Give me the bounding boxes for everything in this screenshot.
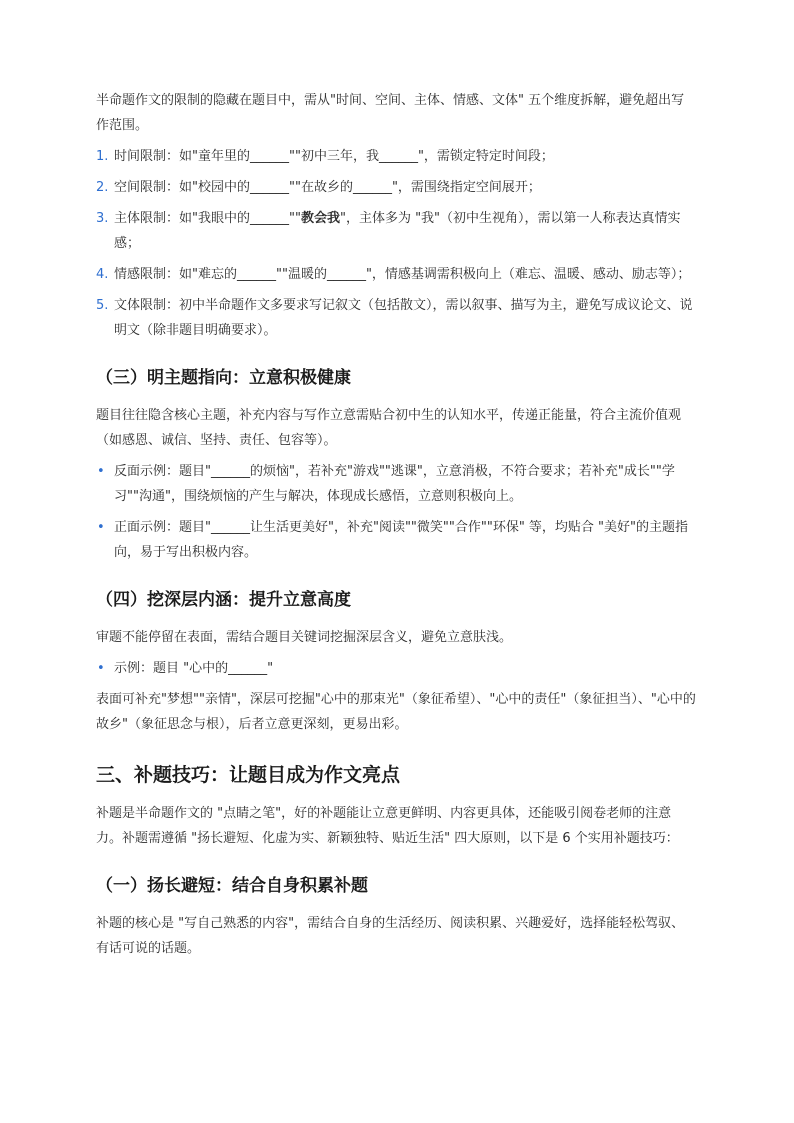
- list-number: 3.: [96, 211, 109, 226]
- section-paragraph: 审题不能停留在表面，需结合题目关键词挖掘深层含义，避免立意肤浅。: [96, 630, 513, 645]
- list-item: [96, 144, 696, 169]
- section-heading: （一）扬长避短：结合自身积累补题: [96, 876, 368, 896]
- list-item-text: 空间限制：如"校园中的______""在故乡的______"，需围绕指定空间展开；: [114, 180, 541, 195]
- list-item-text: 正面示例：题目"______让生活更美好"，补充"阅读""微笑""合作""环保" 等，均贴合 "美好"的主题指向，易于写出积极内容。: [114, 520, 689, 560]
- document-page: [96, 88, 696, 961]
- list-item: [96, 262, 696, 287]
- list-number: 4.: [96, 267, 109, 282]
- list-item: [96, 515, 696, 565]
- section-paragraph: 表面可补充"梦想""亲情"，深层可挖掘"心中的那束光"（象征希望）、"心中的责任"（象征担当）、"心中的故乡"（象征思念与根），后者立意更深刻，更易出彩。: [96, 692, 696, 732]
- list-item-text: 情感限制：如"难忘的______""温暖的______"，情感基调需积极向上（难忘、温暖、感动、励志等）；: [114, 267, 691, 282]
- part-heading: 三、补题技巧：让题目成为作文亮点: [96, 764, 401, 786]
- list-item: [96, 459, 696, 509]
- intro-paragraph: 半命题作文的限制的隐藏在题目中，需从"时间、空间、主体、情感、文体" 五个维度拆解，避免超出写作范围。: [96, 93, 685, 133]
- list-item-text: "，主体多为 "我"（初中生视角），需以第一人称表达真情实感；: [114, 211, 681, 251]
- list-item-text: 时间限制：如"童年里的______""初中三年，我______"，需锁定特定时间段；: [114, 149, 554, 164]
- list-number: 5.: [96, 298, 109, 313]
- section-paragraph: 题目往往隐含核心主题，补充内容与写作立意需贴合初中生的认知水平，传递正能量，符合主流价值观（如感恩、诚信、坚持、责任、包容等）。: [96, 408, 682, 448]
- list-item: [96, 293, 696, 343]
- limits-list: [96, 144, 696, 343]
- examples-list: [96, 459, 696, 565]
- section-heading: （四）挖深层内涵：提升立意高度: [96, 590, 351, 610]
- list-item: [96, 656, 696, 681]
- list-item-text: 反面示例：题目"______的烦恼"，若补充"游戏""逃课"，立意消极，不符合要求；若补充"成长""学习""沟通"，围绕烦恼的产生与解决，体现成长感悟，立意则积极向上。: [114, 464, 675, 504]
- list-item-text: 文体限制：初中半命题作文多要求写记叙文（包括散文），需以叙事、描写为主，避免写成议论文、说明文（除非题目明确要求）。: [114, 298, 693, 338]
- list-item: [96, 175, 696, 200]
- bullet-icon: •: [97, 661, 105, 676]
- list-number: 2.: [96, 180, 109, 195]
- bullet-icon: •: [97, 520, 105, 535]
- list-number: 1.: [96, 149, 109, 164]
- part-paragraph: 补题是半命题作文的 "点睛之笔"，好的补题能让立意更鲜明、内容更具体，还能吸引阅卷老师的注意力。补题需遵循 "扬长避短、化虚为实、新颖独特、贴近生活" 四大原则，以下是 6 个实用补题技巧：: [96, 806, 679, 846]
- bullet-icon: •: [97, 464, 105, 479]
- section-paragraph: 补题的核心是 "写自己熟悉的内容"，需结合自身的生活经历、阅读积累、兴趣爱好，选择能轻松驾驭、有话可说的话题。: [96, 916, 685, 956]
- list-item: [96, 206, 696, 256]
- list-item-text: 示例：题目 "心中的______": [114, 661, 274, 676]
- examples-list: [96, 656, 696, 681]
- list-item-bold: 教会我: [300, 211, 340, 226]
- section-heading: （三）明主题指向：立意积极健康: [96, 368, 351, 388]
- list-item-text: 主体限制：如"我眼中的______"": [114, 211, 301, 226]
